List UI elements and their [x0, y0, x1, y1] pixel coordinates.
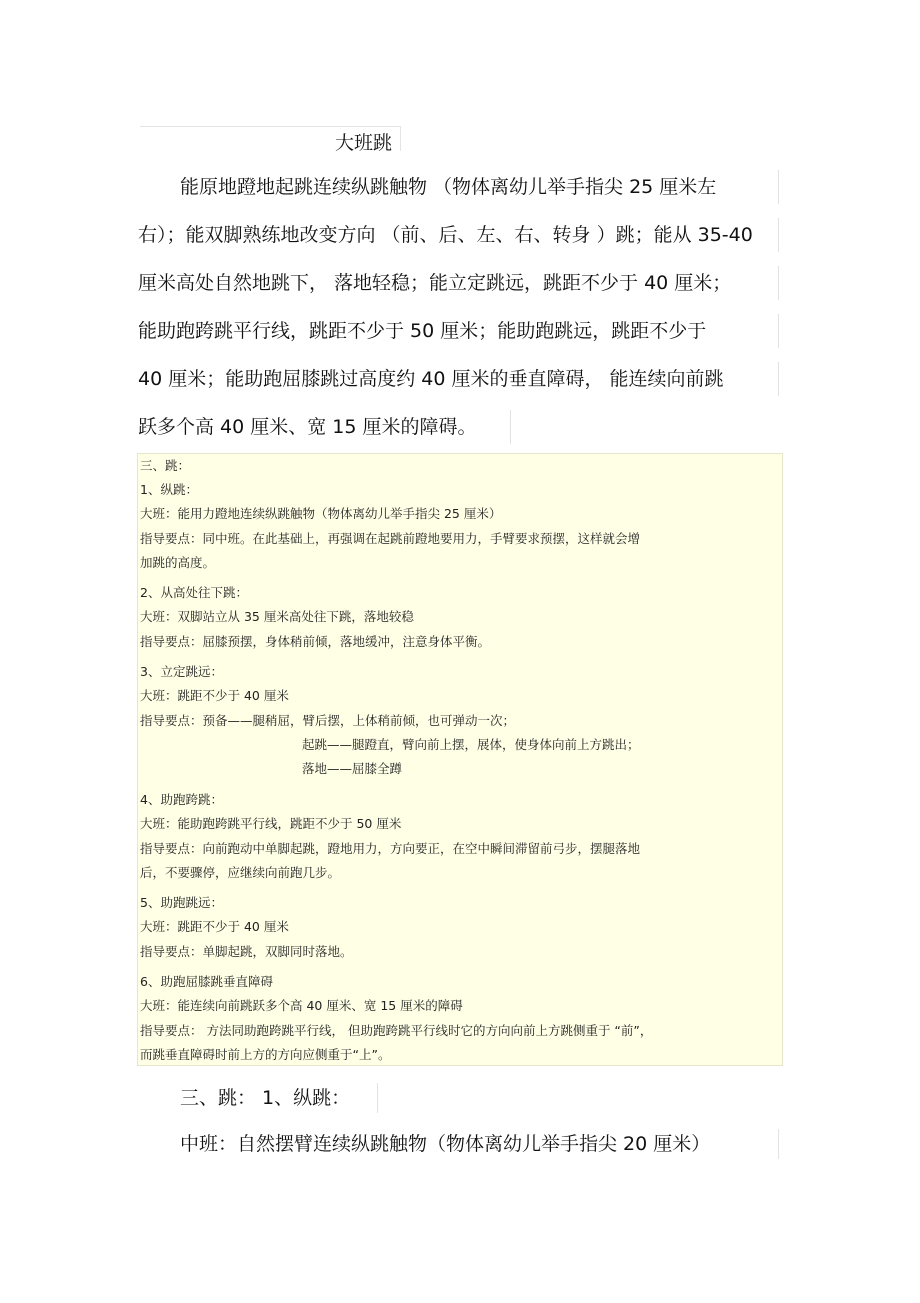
paragraph-line [138, 362, 724, 396]
paragraph-text: 右）；能双脚熟练地改变方向 （前、后、左、右、转身 ）跳；能从 35-40 [138, 224, 753, 246]
page-heading: 大班跳 [335, 132, 393, 154]
box-line: 大班：能连续向前跳跃多个高 40 厘米、宽 15 厘米的障碍 [140, 998, 463, 1013]
box-line: 6、助跑屈膝跳垂直障碍 [140, 974, 273, 989]
paragraph-text: 跃多个高 40 厘米、宽 15 厘米的障碍。 [138, 416, 477, 438]
tail-text: 中班：自然摆臂连续纵跳触物（物体离幼儿举手指尖 20 厘米） [180, 1133, 711, 1155]
box-line: 5、助跑跳远： [140, 895, 223, 910]
box-line: 大班：跳距不少于 40 厘米 [140, 919, 289, 934]
line-edge [510, 410, 511, 444]
box-line: 加跳的高度。 [140, 555, 216, 570]
box-line: 指导要点：预备——腿稍屈，臂后摆，上体稍前倾，也可弹动一次； [140, 713, 516, 728]
paragraph-line [180, 170, 716, 204]
line-edge [778, 266, 779, 300]
box-line: 大班：双脚站立从 35 厘米高处往下跳，落地较稳 [140, 609, 414, 624]
box-line: 指导要点：同中班。在此基础上，再强调在起跳前蹬地要用力，手臂要求预摆，这样就会增 [140, 531, 641, 546]
line-edge [377, 1083, 378, 1113]
box-line: 3、立定跳远： [140, 664, 223, 679]
box-line: 大班：能用力蹬地连续纵跳触物（物体离幼儿举手指尖 25 厘米） [140, 506, 502, 521]
box-line: 大班：跳距不少于 40 厘米 [140, 688, 289, 703]
paragraph-text: 厘米高处自然地跳下， 落地轻稳；能立定跳远，跳距不少于 40 厘米； [138, 272, 732, 294]
paragraph-line [138, 410, 477, 444]
tail-line [180, 1083, 350, 1113]
line-edge [778, 1129, 779, 1159]
line-edge [778, 218, 779, 252]
paragraph-text: 能原地蹬地起跳连续纵跳触物 （物体离幼儿举手指尖 25 厘米左 [180, 176, 717, 198]
paragraph-text: 40 厘米；能助跑屈膝跳过高度约 40 厘米的垂直障碍， 能连续向前跳 [138, 368, 724, 390]
line-edge [778, 314, 779, 348]
paragraph-text: 能助跑跨跳平行线，跳距不少于 50 厘米；能助跑跳远，跳距不少于 [138, 320, 707, 342]
tail-line [180, 1129, 710, 1159]
box-line: 落地——屈膝全蹲 [302, 761, 403, 776]
box-line: 起跳——腿蹬直，臂向前上摆，展体，使身体向前上方跳出； [302, 737, 640, 752]
note-box [137, 453, 783, 1066]
box-line: 4、助跑跨跳： [140, 792, 223, 807]
box-line: 指导要点：向前跑动中单脚起跳，蹬地用力，方向要正，在空中瞬间滞留前弓步，摆腿落地 [140, 841, 641, 856]
box-line: 而跳垂直障碍时前上方的方向应侧重于“上”。 [140, 1047, 391, 1062]
tail-heading: 三、跳： 1、纵跳： [180, 1087, 351, 1109]
box-line: 2、从高处往下跳： [140, 585, 248, 600]
box-line: 指导要点：屈膝预摆，身体稍前倾，落地缓冲，注意身体平衡。 [140, 634, 491, 649]
line-edge [778, 362, 779, 396]
box-line: 后，不要骤停，应继续向前跑几步。 [140, 865, 341, 880]
box-line: 大班：能助跑跨跳平行线，跳距不少于 50 厘米 [140, 816, 402, 831]
line-edge [778, 170, 779, 204]
box-line: 指导要点： 方法同助跑跨跳平行线， 但助跑跨跳平行线时它的方向向前上方跳侧重于 “前”， [140, 1023, 653, 1038]
box-line: 三、跳： [140, 458, 191, 473]
box-line: 指导要点：单脚起跳，双脚同时落地。 [140, 944, 353, 959]
paragraph-line [138, 266, 731, 300]
box-line: 1、纵跳： [140, 482, 198, 497]
paragraph-line [138, 218, 753, 252]
paragraph-line [138, 314, 706, 348]
